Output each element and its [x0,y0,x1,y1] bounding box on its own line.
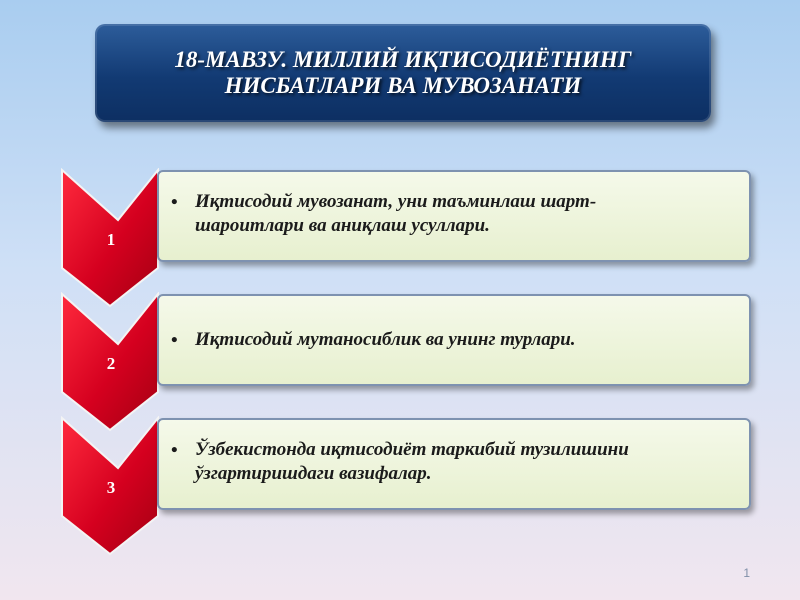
item-card [157,170,751,262]
item-number: 1 [106,230,116,249]
list-item-2 [0,292,800,432]
bullet-icon: • [171,330,178,351]
list-item-3 [0,416,800,556]
item-number: 3 [106,478,116,497]
list-item-1 [0,168,800,308]
item-card [157,294,751,386]
title-banner [95,24,711,122]
bullet-icon: • [171,440,178,461]
item-card [157,418,751,510]
item-text: Иқтисодий мувозанат, уни таъминлаш шарт- шароитлари ва аниқлаш усуллари. [195,191,597,236]
item-number: 2 [106,354,116,373]
item-text: Ўзбекистонда иқтисодиёт таркибий тузилишини ўзгартиришдаги вазифалар. [195,439,629,484]
item-text: Иқтисодий мутаносиблик ва унинг турлари. [195,329,576,350]
slide-number: 1 [743,566,750,580]
bullet-icon: • [171,192,178,213]
page-title: 18-МАВЗУ. МИЛЛИЙ ИҚТИСОДИЁТНИНГ НИСБАТЛАРИ ВА МУВОЗАНАТИ [174,47,632,98]
